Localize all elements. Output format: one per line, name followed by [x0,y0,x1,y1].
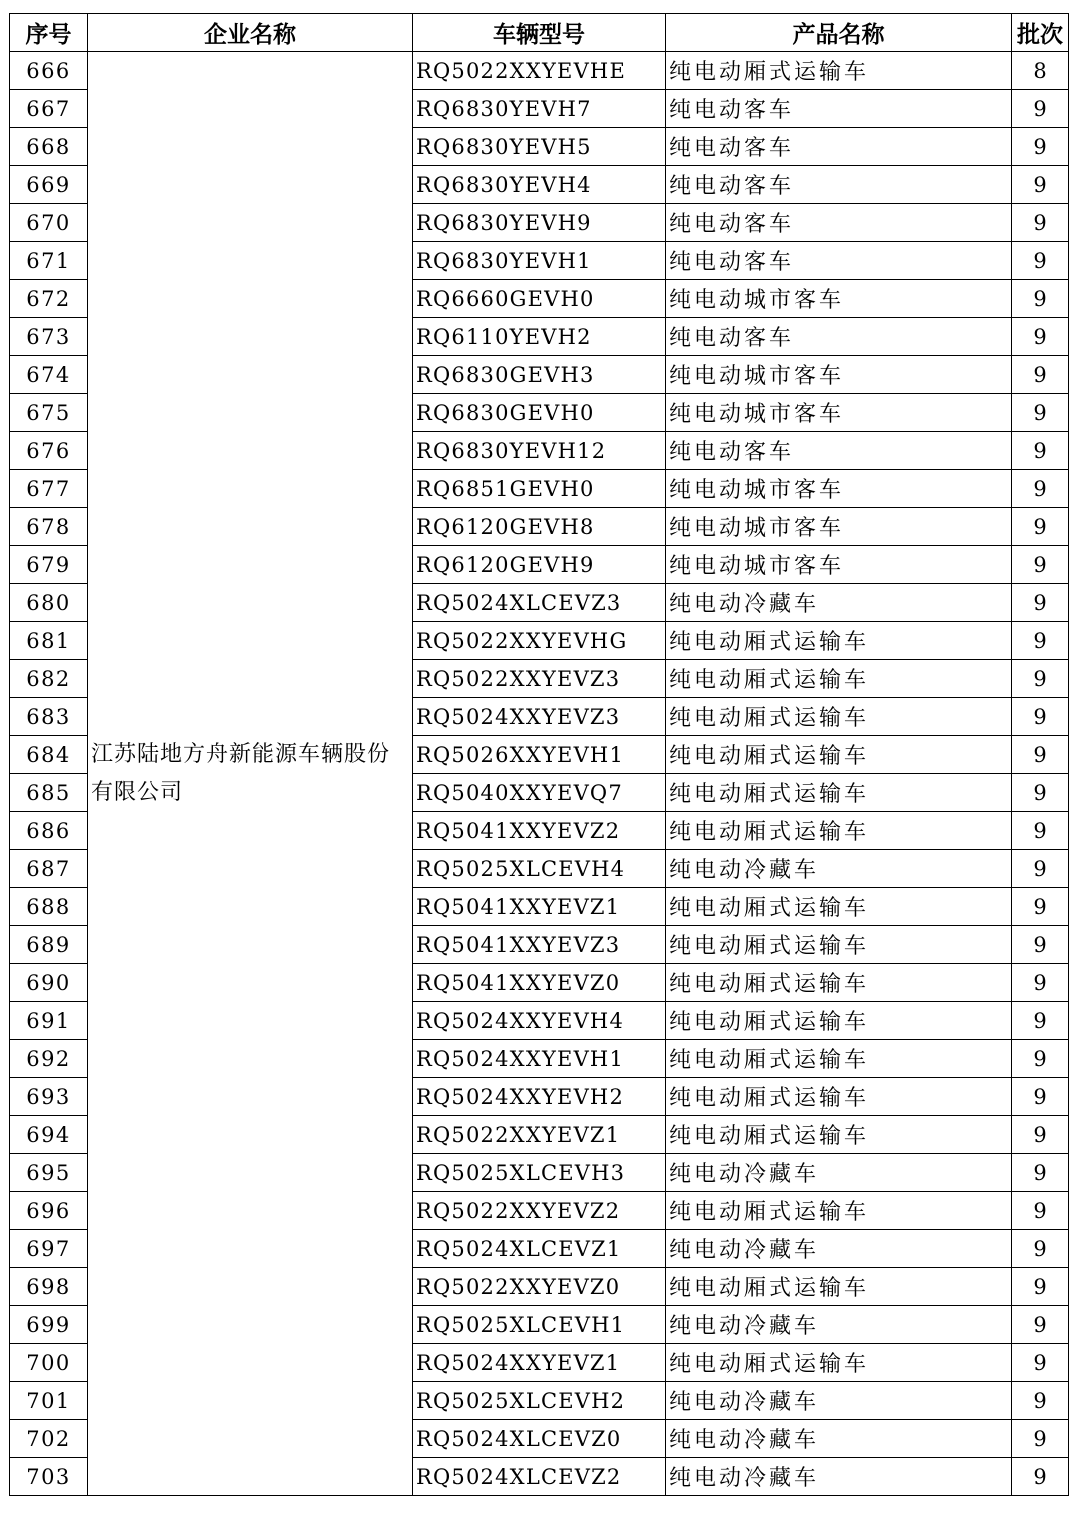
cell-batch: 9 [1012,1040,1069,1078]
cell-seq: 682 [10,660,88,698]
cell-product: 纯电动厢式运输车 [666,1116,1012,1154]
cell-product: 纯电动冷藏车 [666,1458,1012,1496]
cell-seq: 681 [10,622,88,660]
cell-batch: 9 [1012,242,1069,280]
cell-batch: 9 [1012,546,1069,584]
cell-product: 纯电动厢式运输车 [666,1192,1012,1230]
cell-batch: 9 [1012,1268,1069,1306]
cell-batch: 9 [1012,508,1069,546]
cell-seq: 687 [10,850,88,888]
cell-model: RQ6830YEVH5 [413,128,666,166]
cell-product: 纯电动厢式运输车 [666,736,1012,774]
cell-product: 纯电动城市客车 [666,546,1012,584]
cell-batch: 9 [1012,584,1069,622]
cell-batch: 9 [1012,280,1069,318]
cell-product: 纯电动冷藏车 [666,1154,1012,1192]
cell-seq: 668 [10,128,88,166]
header-row [10,14,1069,52]
cell-seq: 688 [10,888,88,926]
cell-batch: 9 [1012,1420,1069,1458]
cell-model: RQ5024XXYEVH4 [413,1002,666,1040]
cell-model: RQ5025XLCEVH2 [413,1382,666,1420]
cell-model: RQ6110YEVH2 [413,318,666,356]
table-body [10,52,1069,1496]
cell-batch: 9 [1012,1382,1069,1420]
cell-seq: 679 [10,546,88,584]
cell-product: 纯电动冷藏车 [666,1306,1012,1344]
cell-model: RQ6660GEVH0 [413,280,666,318]
cell-batch: 9 [1012,850,1069,888]
cell-product: 纯电动客车 [666,242,1012,280]
cell-seq: 676 [10,432,88,470]
cell-model: RQ5024XLCEVZ1 [413,1230,666,1268]
cell-product: 纯电动城市客车 [666,394,1012,432]
cell-model: RQ5026XXYEVH1 [413,736,666,774]
cell-seq: 671 [10,242,88,280]
cell-product: 纯电动厢式运输车 [666,698,1012,736]
cell-product: 纯电动城市客车 [666,470,1012,508]
cell-batch: 9 [1012,812,1069,850]
cell-batch: 9 [1012,774,1069,812]
cell-product: 纯电动厢式运输车 [666,1002,1012,1040]
cell-product: 纯电动冷藏车 [666,584,1012,622]
cell-batch: 9 [1012,698,1069,736]
cell-product: 纯电动客车 [666,204,1012,242]
cell-model: RQ6830YEVH4 [413,166,666,204]
cell-product: 纯电动城市客车 [666,280,1012,318]
cell-product: 纯电动厢式运输车 [666,1268,1012,1306]
cell-product: 纯电动客车 [666,318,1012,356]
cell-model: RQ5024XLCEVZ3 [413,584,666,622]
cell-product: 纯电动冷藏车 [666,850,1012,888]
cell-product: 纯电动厢式运输车 [666,1078,1012,1116]
cell-product: 纯电动厢式运输车 [666,774,1012,812]
cell-seq: 695 [10,1154,88,1192]
cell-batch: 9 [1012,888,1069,926]
cell-batch: 9 [1012,1116,1069,1154]
cell-batch: 9 [1012,394,1069,432]
cell-seq: 672 [10,280,88,318]
table-row [10,52,1069,90]
cell-seq: 677 [10,470,88,508]
cell-product: 纯电动厢式运输车 [666,888,1012,926]
cell-model: RQ5022XXYEVZ1 [413,1116,666,1154]
cell-product: 纯电动客车 [666,90,1012,128]
cell-model: RQ6830YEVH7 [413,90,666,128]
cell-batch: 9 [1012,470,1069,508]
cell-batch: 9 [1012,166,1069,204]
cell-model: RQ6830YEVH1 [413,242,666,280]
cell-model: RQ5025XLCEVH3 [413,1154,666,1192]
cell-batch: 9 [1012,736,1069,774]
cell-product: 纯电动客车 [666,166,1012,204]
cell-model: RQ5024XXYEVH1 [413,1040,666,1078]
cell-seq: 669 [10,166,88,204]
cell-batch: 9 [1012,128,1069,166]
cell-product: 纯电动厢式运输车 [666,52,1012,90]
cell-product: 纯电动厢式运输车 [666,660,1012,698]
cell-model: RQ6120GEVH8 [413,508,666,546]
cell-model: RQ5024XLCEVZ0 [413,1420,666,1458]
cell-model: RQ5022XXYEVHE [413,52,666,90]
cell-model: RQ5041XXYEVZ3 [413,926,666,964]
cell-model: RQ5025XLCEVH1 [413,1306,666,1344]
cell-model: RQ5024XXYEVZ3 [413,698,666,736]
cell-enterprise: 江苏陆地方舟新能源车辆股份有限公司 [88,52,413,1496]
cell-product: 纯电动冷藏车 [666,1382,1012,1420]
cell-model: RQ6851GEVH0 [413,470,666,508]
cell-seq: 700 [10,1344,88,1382]
cell-seq: 703 [10,1458,88,1496]
cell-model: RQ5041XXYEVZ0 [413,964,666,1002]
cell-product: 纯电动厢式运输车 [666,622,1012,660]
header-model: 车辆型号 [413,14,666,52]
cell-model: RQ5022XXYEVHG [413,622,666,660]
cell-model: RQ6830GEVH3 [413,356,666,394]
cell-seq: 689 [10,926,88,964]
cell-batch: 9 [1012,660,1069,698]
header-enterprise: 企业名称 [88,14,413,52]
cell-seq: 673 [10,318,88,356]
cell-seq: 674 [10,356,88,394]
header-seq: 序号 [10,14,88,52]
cell-seq: 685 [10,774,88,812]
cell-seq: 701 [10,1382,88,1420]
cell-batch: 9 [1012,1192,1069,1230]
cell-batch: 9 [1012,356,1069,394]
cell-batch: 9 [1012,1458,1069,1496]
cell-seq: 696 [10,1192,88,1230]
cell-batch: 9 [1012,1154,1069,1192]
vehicle-table [9,13,1069,1496]
cell-product: 纯电动厢式运输车 [666,812,1012,850]
cell-seq: 691 [10,1002,88,1040]
cell-seq: 702 [10,1420,88,1458]
cell-batch: 9 [1012,622,1069,660]
cell-batch: 9 [1012,1230,1069,1268]
cell-model: RQ5022XXYEVZ0 [413,1268,666,1306]
cell-seq: 670 [10,204,88,242]
cell-product: 纯电动厢式运输车 [666,926,1012,964]
cell-batch: 9 [1012,432,1069,470]
cell-product: 纯电动客车 [666,432,1012,470]
cell-seq: 693 [10,1078,88,1116]
cell-seq: 697 [10,1230,88,1268]
header-product: 产品名称 [666,14,1012,52]
cell-seq: 675 [10,394,88,432]
cell-seq: 699 [10,1306,88,1344]
cell-model: RQ5041XXYEVZ2 [413,812,666,850]
cell-seq: 683 [10,698,88,736]
cell-product: 纯电动客车 [666,128,1012,166]
cell-product: 纯电动冷藏车 [666,1420,1012,1458]
cell-product: 纯电动厢式运输车 [666,964,1012,1002]
cell-model: RQ5024XXYEVH2 [413,1078,666,1116]
cell-seq: 690 [10,964,88,1002]
cell-model: RQ6830GEVH0 [413,394,666,432]
cell-model: RQ5022XXYEVZ3 [413,660,666,698]
cell-model: RQ6830YEVH9 [413,204,666,242]
cell-seq: 694 [10,1116,88,1154]
cell-batch: 9 [1012,90,1069,128]
cell-seq: 698 [10,1268,88,1306]
cell-seq: 667 [10,90,88,128]
cell-batch: 9 [1012,926,1069,964]
cell-batch: 9 [1012,1002,1069,1040]
cell-model: RQ5025XLCEVH4 [413,850,666,888]
cell-seq: 686 [10,812,88,850]
cell-seq: 680 [10,584,88,622]
cell-model: RQ5024XXYEVZ1 [413,1344,666,1382]
cell-model: RQ5024XLCEVZ2 [413,1458,666,1496]
cell-product: 纯电动厢式运输车 [666,1344,1012,1382]
cell-batch: 9 [1012,1344,1069,1382]
cell-model: RQ6830YEVH12 [413,432,666,470]
cell-product: 纯电动城市客车 [666,508,1012,546]
cell-batch: 9 [1012,204,1069,242]
cell-batch: 9 [1012,1078,1069,1116]
cell-seq: 692 [10,1040,88,1078]
cell-model: RQ5041XXYEVZ1 [413,888,666,926]
cell-seq: 684 [10,736,88,774]
header-batch: 批次 [1012,14,1069,52]
cell-model: RQ5022XXYEVZ2 [413,1192,666,1230]
cell-model: RQ6120GEVH9 [413,546,666,584]
cell-model: RQ5040XXYEVQ7 [413,774,666,812]
cell-batch: 9 [1012,964,1069,1002]
cell-product: 纯电动厢式运输车 [666,1040,1012,1078]
cell-product: 纯电动城市客车 [666,356,1012,394]
cell-batch: 8 [1012,52,1069,90]
cell-product: 纯电动冷藏车 [666,1230,1012,1268]
cell-seq: 666 [10,52,88,90]
cell-batch: 9 [1012,318,1069,356]
cell-seq: 678 [10,508,88,546]
cell-batch: 9 [1012,1306,1069,1344]
